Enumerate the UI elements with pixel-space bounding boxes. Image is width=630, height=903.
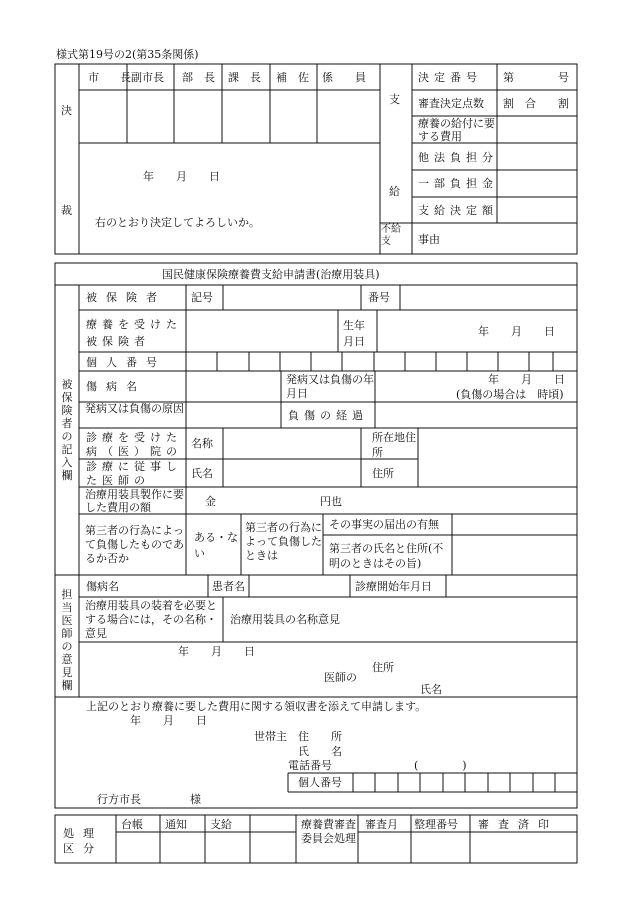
householder-label: 世帯主 bbox=[254, 730, 287, 743]
declaration-name-label: 氏 名 bbox=[298, 745, 342, 758]
number-label: 番号 bbox=[368, 291, 390, 304]
symbol-label: 記号 bbox=[191, 291, 213, 304]
review-ratio-value: 割 合 割 bbox=[503, 97, 569, 110]
review-month-col: 審査月 bbox=[365, 818, 398, 831]
birth-date-value: 年 月 日 bbox=[478, 325, 555, 338]
approval-side-label-bottom: 裁 bbox=[61, 204, 72, 217]
role-section-chief: 課 長 bbox=[228, 71, 261, 84]
hospital-name-label: 名称 bbox=[191, 437, 213, 450]
opinion-address-label: 住所 bbox=[372, 661, 394, 674]
payment-side-label-top: 支 bbox=[389, 93, 400, 106]
review-points-label: 審査決定点数 bbox=[418, 97, 484, 110]
care-cost-label: 療養の給付に要する費用 bbox=[418, 117, 495, 143]
phone-label: 電話番号 bbox=[288, 759, 332, 772]
birth-label: 生年月日 bbox=[343, 319, 365, 348]
approval-confirm-text: 右のとおり決定してよろしいか。 bbox=[95, 216, 260, 229]
doctor-label: 診療に従事した医師の bbox=[86, 460, 182, 487]
role-staff: 係 員 bbox=[322, 71, 366, 84]
patient-label: 療養を受けた被保険者 bbox=[86, 318, 182, 348]
phone-paren: ( ) bbox=[414, 759, 467, 772]
device-need-label: 治療用装具の装着を必要とする場合には，その名称・意見 bbox=[85, 599, 217, 640]
committee-label: 療養費審査委員会処理 bbox=[301, 818, 356, 845]
decision-number-value: 第 号 bbox=[503, 71, 569, 84]
declaration-text: 上記のとおり療養に要した費用に関する領収書を添えて申請します。 bbox=[86, 700, 427, 713]
onset-date-value: 年 月 日 bbox=[488, 373, 565, 386]
personal-number-label: 個人番号 bbox=[86, 356, 166, 369]
doctor-name-label: 氏名 bbox=[191, 467, 213, 480]
location-label: 所在地住所 bbox=[372, 431, 416, 459]
injury-course-label: 負傷の経過 bbox=[288, 409, 368, 422]
declaration-date: 年 月 日 bbox=[130, 714, 207, 727]
opinion-disease-label: 傷病名 bbox=[86, 580, 119, 593]
decision-number-label: 決定番号 bbox=[418, 71, 482, 84]
approval-side-label-top: 決 bbox=[61, 104, 72, 117]
role-vice-mayor: 副市長 bbox=[131, 71, 164, 84]
payment-side-label-bottom: 給 bbox=[389, 185, 400, 198]
reason-label: 事由 bbox=[418, 233, 440, 246]
form-number-title: 様式第19号の2(第35条関係) bbox=[56, 48, 199, 61]
other-law-label: 他法負担分 bbox=[418, 151, 498, 164]
role-assistant: 補 佐 bbox=[276, 71, 309, 84]
no-payment-label: 不給支 bbox=[381, 224, 401, 247]
onset-note: (負傷の場合は 時頃) bbox=[456, 388, 564, 401]
honorific: 様 bbox=[190, 793, 201, 806]
opinion-name-label: 氏名 bbox=[420, 683, 442, 696]
insured-side-label: 被保険者の記入欄 bbox=[61, 378, 73, 482]
patient-name-label: 患者名 bbox=[212, 580, 245, 593]
cause-label: 発病又は負傷の原因 bbox=[85, 402, 184, 415]
opinion-date: 年 月 日 bbox=[178, 645, 255, 658]
role-director: 部 長 bbox=[182, 71, 215, 84]
device-opinion-label: 治療用装具の名称意見 bbox=[230, 613, 340, 626]
third-party-label: 第三者の行為によって負傷したものであるか否か bbox=[85, 524, 184, 565]
cost-suffix: 円也 bbox=[320, 495, 342, 508]
ledger-col: 台帳 bbox=[121, 818, 143, 831]
addressee: 行方市長 bbox=[97, 793, 141, 806]
device-cost-label: 治療用装具製作に要した費用の額 bbox=[85, 488, 184, 514]
review-stamp-col: 審査済印 bbox=[478, 818, 558, 831]
processing-section-label: 処理区分 bbox=[63, 827, 103, 855]
third-party-when-label: 第三者の行為によって負傷したときは bbox=[245, 521, 322, 562]
copay-label: 一部負担金 bbox=[418, 177, 498, 190]
opinion-doctor-label: 医師の bbox=[324, 671, 357, 684]
report-status-label: その事実の届出の有無 bbox=[329, 518, 439, 531]
doctor-opinion-side-label: 担当医師の意見欄 bbox=[61, 588, 73, 692]
application-title: 国民健康保険療養費支給申請書(治療用装具) bbox=[162, 268, 380, 281]
doctor-address-label: 住所 bbox=[372, 467, 394, 480]
approval-date: 年 月 日 bbox=[143, 170, 220, 183]
onset-date-label: 発病又は負傷の年月日 bbox=[286, 373, 374, 400]
payment-col: 支給 bbox=[210, 818, 232, 831]
treatment-start-label: 診療開始年月日 bbox=[355, 580, 432, 593]
cost-prefix: 金 bbox=[205, 495, 216, 508]
file-number-col: 整理番号 bbox=[414, 818, 458, 831]
hospital-label: 診療を受けた病（医）院の bbox=[86, 431, 182, 458]
third-party-name-label: 第三者の氏名と住所(不明のときはその旨) bbox=[329, 542, 444, 570]
role-mayor: 市 長 bbox=[88, 71, 136, 84]
yes-no-choice: ある・ない bbox=[194, 531, 238, 560]
declaration-personal-no-label: 個人番号 bbox=[298, 776, 342, 789]
declaration-address-label: 住 所 bbox=[298, 730, 342, 743]
notice-col: 通知 bbox=[165, 818, 187, 831]
disease-name-label: 傷病名 bbox=[86, 380, 146, 393]
insured-label: 被保険者 bbox=[86, 291, 166, 304]
payment-amount-label: 支給決定額 bbox=[418, 204, 498, 217]
